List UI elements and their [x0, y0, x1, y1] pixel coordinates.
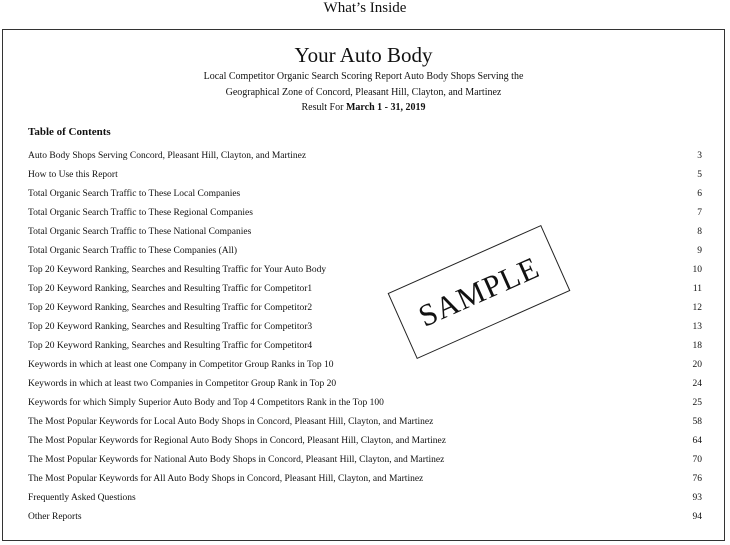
- toc-entry[interactable]: [28, 222, 702, 241]
- toc-entry[interactable]: [28, 298, 702, 317]
- toc-entry-title: Top 20 Keyword Ranking, Searches and Resulting Traffic for Your Auto Body: [28, 264, 327, 275]
- page-heading: What’s Inside: [323, 0, 407, 16]
- report-subtitle-line1: Local Competitor Organic Search Scoring Report Auto Body Shops Serving the: [203, 71, 524, 82]
- toc-entry[interactable]: [28, 450, 702, 469]
- toc-entry-title: The Most Popular Keywords for National Auto Body Shops in Concord, Pleasant Hill, Clayton, and Martinez: [28, 454, 445, 465]
- toc-heading: Table of Contents: [28, 126, 111, 138]
- toc-entry[interactable]: [28, 431, 702, 450]
- toc-entry-page: 20: [692, 359, 702, 370]
- toc-entry[interactable]: [28, 260, 702, 279]
- toc-entry[interactable]: [28, 317, 702, 336]
- toc-entry-page: 9: [697, 245, 702, 256]
- report-title: Your Auto Body: [294, 43, 433, 67]
- toc-entry-title: The Most Popular Keywords for All Auto Body Shops in Concord, Pleasant Hill, Clayton, and Martinez: [28, 473, 424, 484]
- toc-entry[interactable]: [28, 279, 702, 298]
- toc-entry-title: How to Use this Report: [28, 169, 118, 180]
- toc-entry-page: 13: [692, 321, 702, 332]
- toc-entry-title: Auto Body Shops Serving Concord, Pleasant Hill, Clayton, and Martinez: [28, 150, 307, 161]
- report-frame: [2, 29, 725, 541]
- toc-entry-page: 12: [692, 302, 702, 313]
- sample-watermark-text: SAMPLE: [413, 249, 545, 334]
- toc-entry-title: Top 20 Keyword Ranking, Searches and Resulting Traffic for Competitor4: [28, 340, 313, 351]
- toc-entry-title: Total Organic Search Traffic to These National Companies: [28, 226, 252, 237]
- toc-entry-page: 6: [697, 188, 702, 199]
- toc-entry[interactable]: [28, 507, 702, 526]
- toc-entry-page: 70: [692, 454, 702, 465]
- toc-entry-title: Top 20 Keyword Ranking, Searches and Resulting Traffic for Competitor2: [28, 302, 313, 313]
- toc-entry-title: Frequently Asked Questions: [28, 492, 136, 503]
- toc-list: [28, 146, 702, 526]
- toc-entry[interactable]: [28, 336, 702, 355]
- report-result-line: [3, 102, 724, 114]
- toc-entry-page: 24: [692, 378, 702, 389]
- toc-entry[interactable]: [28, 374, 702, 393]
- toc-entry-page: 76: [692, 473, 702, 484]
- result-prefix: Result For: [301, 102, 344, 113]
- toc-entry-title: The Most Popular Keywords for Regional Auto Body Shops in Concord, Pleasant Hill, Clayton, and Martinez: [28, 435, 446, 446]
- toc-entry-title: The Most Popular Keywords for Local Auto Body Shops in Concord, Pleasant Hill, Clayton, and Martinez: [28, 416, 434, 427]
- toc-entry[interactable]: [28, 488, 702, 507]
- toc-entry[interactable]: [28, 241, 702, 260]
- toc-entry-page: 64: [692, 435, 702, 446]
- toc-entry-page: 10: [692, 264, 702, 275]
- toc-entry-page: 25: [692, 397, 702, 408]
- toc-entry-page: 3: [697, 150, 702, 161]
- toc-entry-title: Total Organic Search Traffic to These Regional Companies: [28, 207, 253, 218]
- toc-entry-page: 11: [692, 283, 702, 294]
- toc-entry[interactable]: [28, 469, 702, 488]
- toc-entry[interactable]: [28, 203, 702, 222]
- toc-entry-page: 58: [692, 416, 702, 427]
- toc-entry[interactable]: [28, 146, 702, 165]
- toc-entry-title: Keywords for which Simply Superior Auto Body and Top 4 Competitors Rank in the Top 100: [28, 397, 384, 408]
- toc-entry-page: 7: [697, 207, 702, 218]
- toc-entry-title: Top 20 Keyword Ranking, Searches and Resulting Traffic for Competitor1: [28, 283, 313, 294]
- toc-entry-title: Top 20 Keyword Ranking, Searches and Resulting Traffic for Competitor3: [28, 321, 313, 332]
- toc-entry-title: Other Reports: [28, 511, 82, 522]
- toc-entry-page: 5: [697, 169, 702, 180]
- toc-entry-title: Keywords in which at least one Company in Competitor Group Ranks in Top 10: [28, 359, 334, 370]
- toc-entry[interactable]: [28, 355, 702, 374]
- toc-entry-title: Total Organic Search Traffic to These Local Companies: [28, 188, 241, 199]
- result-period: March 1 - 31, 2019: [345, 102, 426, 113]
- toc-entry[interactable]: [28, 393, 702, 412]
- toc-entry-page: 94: [692, 511, 702, 522]
- toc-entry-page: 18: [692, 340, 702, 351]
- toc-entry-title: Keywords in which at least two Companies in Competitor Group Rank in Top 20: [28, 378, 337, 389]
- report-subtitle-line2: Geographical Zone of Concord, Pleasant Hill, Clayton, and Martinez: [225, 87, 502, 98]
- toc-entry[interactable]: [28, 184, 702, 203]
- toc-entry-page: 93: [692, 492, 702, 503]
- toc-entry-title: Total Organic Search Traffic to These Companies (All): [28, 245, 238, 256]
- toc-entry-page: 8: [697, 226, 702, 237]
- toc-entry[interactable]: [28, 412, 702, 431]
- toc-entry[interactable]: [28, 165, 702, 184]
